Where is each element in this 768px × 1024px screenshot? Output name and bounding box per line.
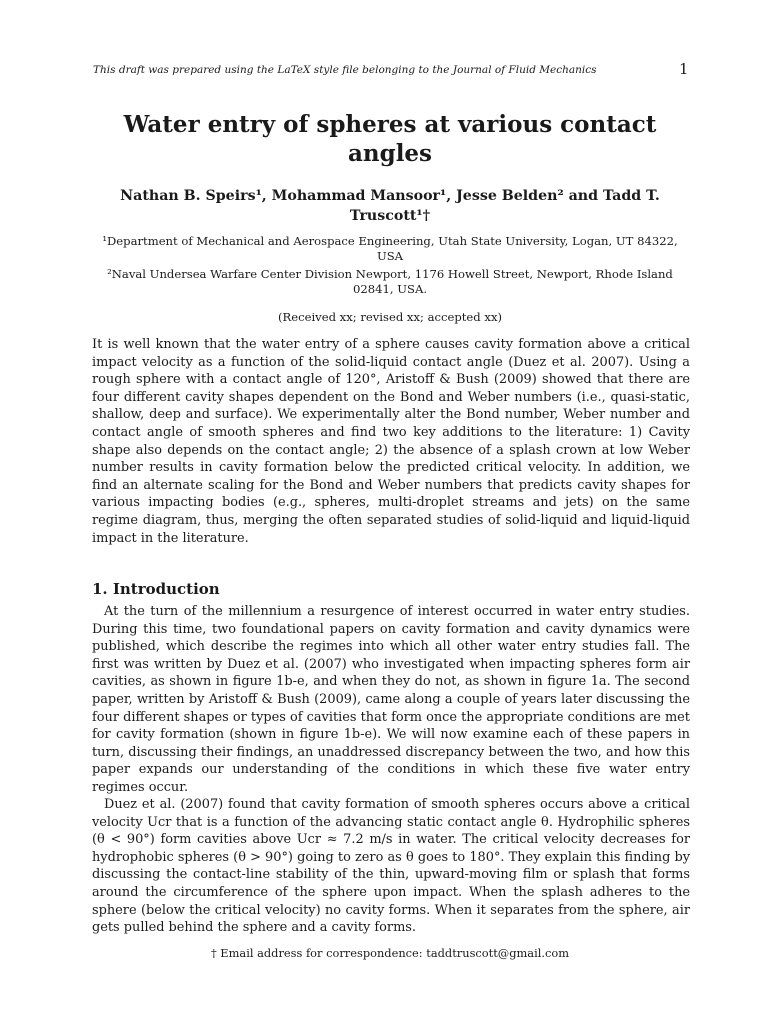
affiliation-2: ²Naval Undersea Warfare Center Division Newport, 1176 Howell Street, Newport, Rhode Island 02841, USA. [107, 267, 673, 296]
intro-paragraph-2: Duez et al. (2007) found that cavity formation of smooth spheres occurs above a critical velocity Ucr that is a function of the advancing static contact angle θ. Hydrophilic spheres (θ < 90°) form cavities above Ucr ≈ 7.2 m/s in water. The critical velocity decreases for hydrophobic spheres (θ > 90°) going to zero as θ goes to 180°. They explain this finding by discussing the contact-line stability of the thin, upward-moving film or splash that forms around the circumference of the sphere upon impact. When the splash adheres to the sphere (below the critical velocity) no cavity forms. When it separates from the sphere, air gets pulled behind the sphere and a cavity forms. [92, 797, 690, 936]
abstract: It is well known that the water entry of a sphere causes cavity formation above a critical impact velocity as a function of the solid-liquid contact angle (Duez et al. 2007). Using a rough sphere with a contact angle of 120°, Aristoff & Bush (2009) showed that there are four different cavity shapes dependent on the Bond and Weber numbers (i.e., quasi-static, shallow, deep and surface). We experimentally alter the Bond number, Weber number and contact angle of smooth spheres and find two key additions to the literature: 1) Cavity shape also depends on the contact angle; 2) the absence of a splash crown at low Weber number results in cavity formation below the predicted critical velocity. In addition, we find an alternate scaling for the Bond and Weber numbers that predicts cavity shapes for various impacting bodies (e.g., spheres, multi-droplet streams and jets) on the same regime diagram, thus, merging the often separated studies of solid-liquid and liquid-liquid impact in the literature. [92, 337, 690, 546]
page-number: 1 [679, 60, 689, 78]
running-head: This draft was prepared using the LaTeX style file belonging to the Journal of Fluid Mechanics [93, 64, 597, 76]
section-heading-introduction: 1. Introduction [92, 580, 220, 598]
intro-paragraph-1: At the turn of the millennium a resurgence of interest occurred in water entry studies. During this time, two foundational papers on cavity formation and cavity dynamics were published, which describe the regimes into which all other water entry studies fall. The first was written by Duez et al. (2007) who investigated when impacting spheres form air cavities, as shown in figure 1b-e, and when they do not, as shown in figure 1a. The second paper, written by Aristoff & Bush (2009), came along a couple of years later discussing the four different shapes or types of cavities that form once the appropriate conditions are met for cavity formation (shown in figure 1b-e). We will now examine each of these papers in turn, discussing their findings, an unaddressed discrepancy between the two, and how this paper expands our understanding of the conditions in which these five water entry regimes occur. [92, 604, 690, 795]
received-dates: (Received xx; revised xx; accepted xx) [277, 310, 503, 324]
author-list: Nathan B. Speirs¹, Mohammad Mansoor¹, Jesse Belden² and Tadd T. Truscott¹† [120, 188, 660, 224]
paper-title: Water entry of spheres at various contact angles [123, 111, 657, 167]
correspondence-footnote: † Email address for correspondence: taddtruscott@gmail.com [210, 946, 570, 960]
affiliation-1: ¹Department of Mechanical and Aerospace Engineering, Utah State University, Logan, UT 84322, USA [102, 234, 678, 263]
